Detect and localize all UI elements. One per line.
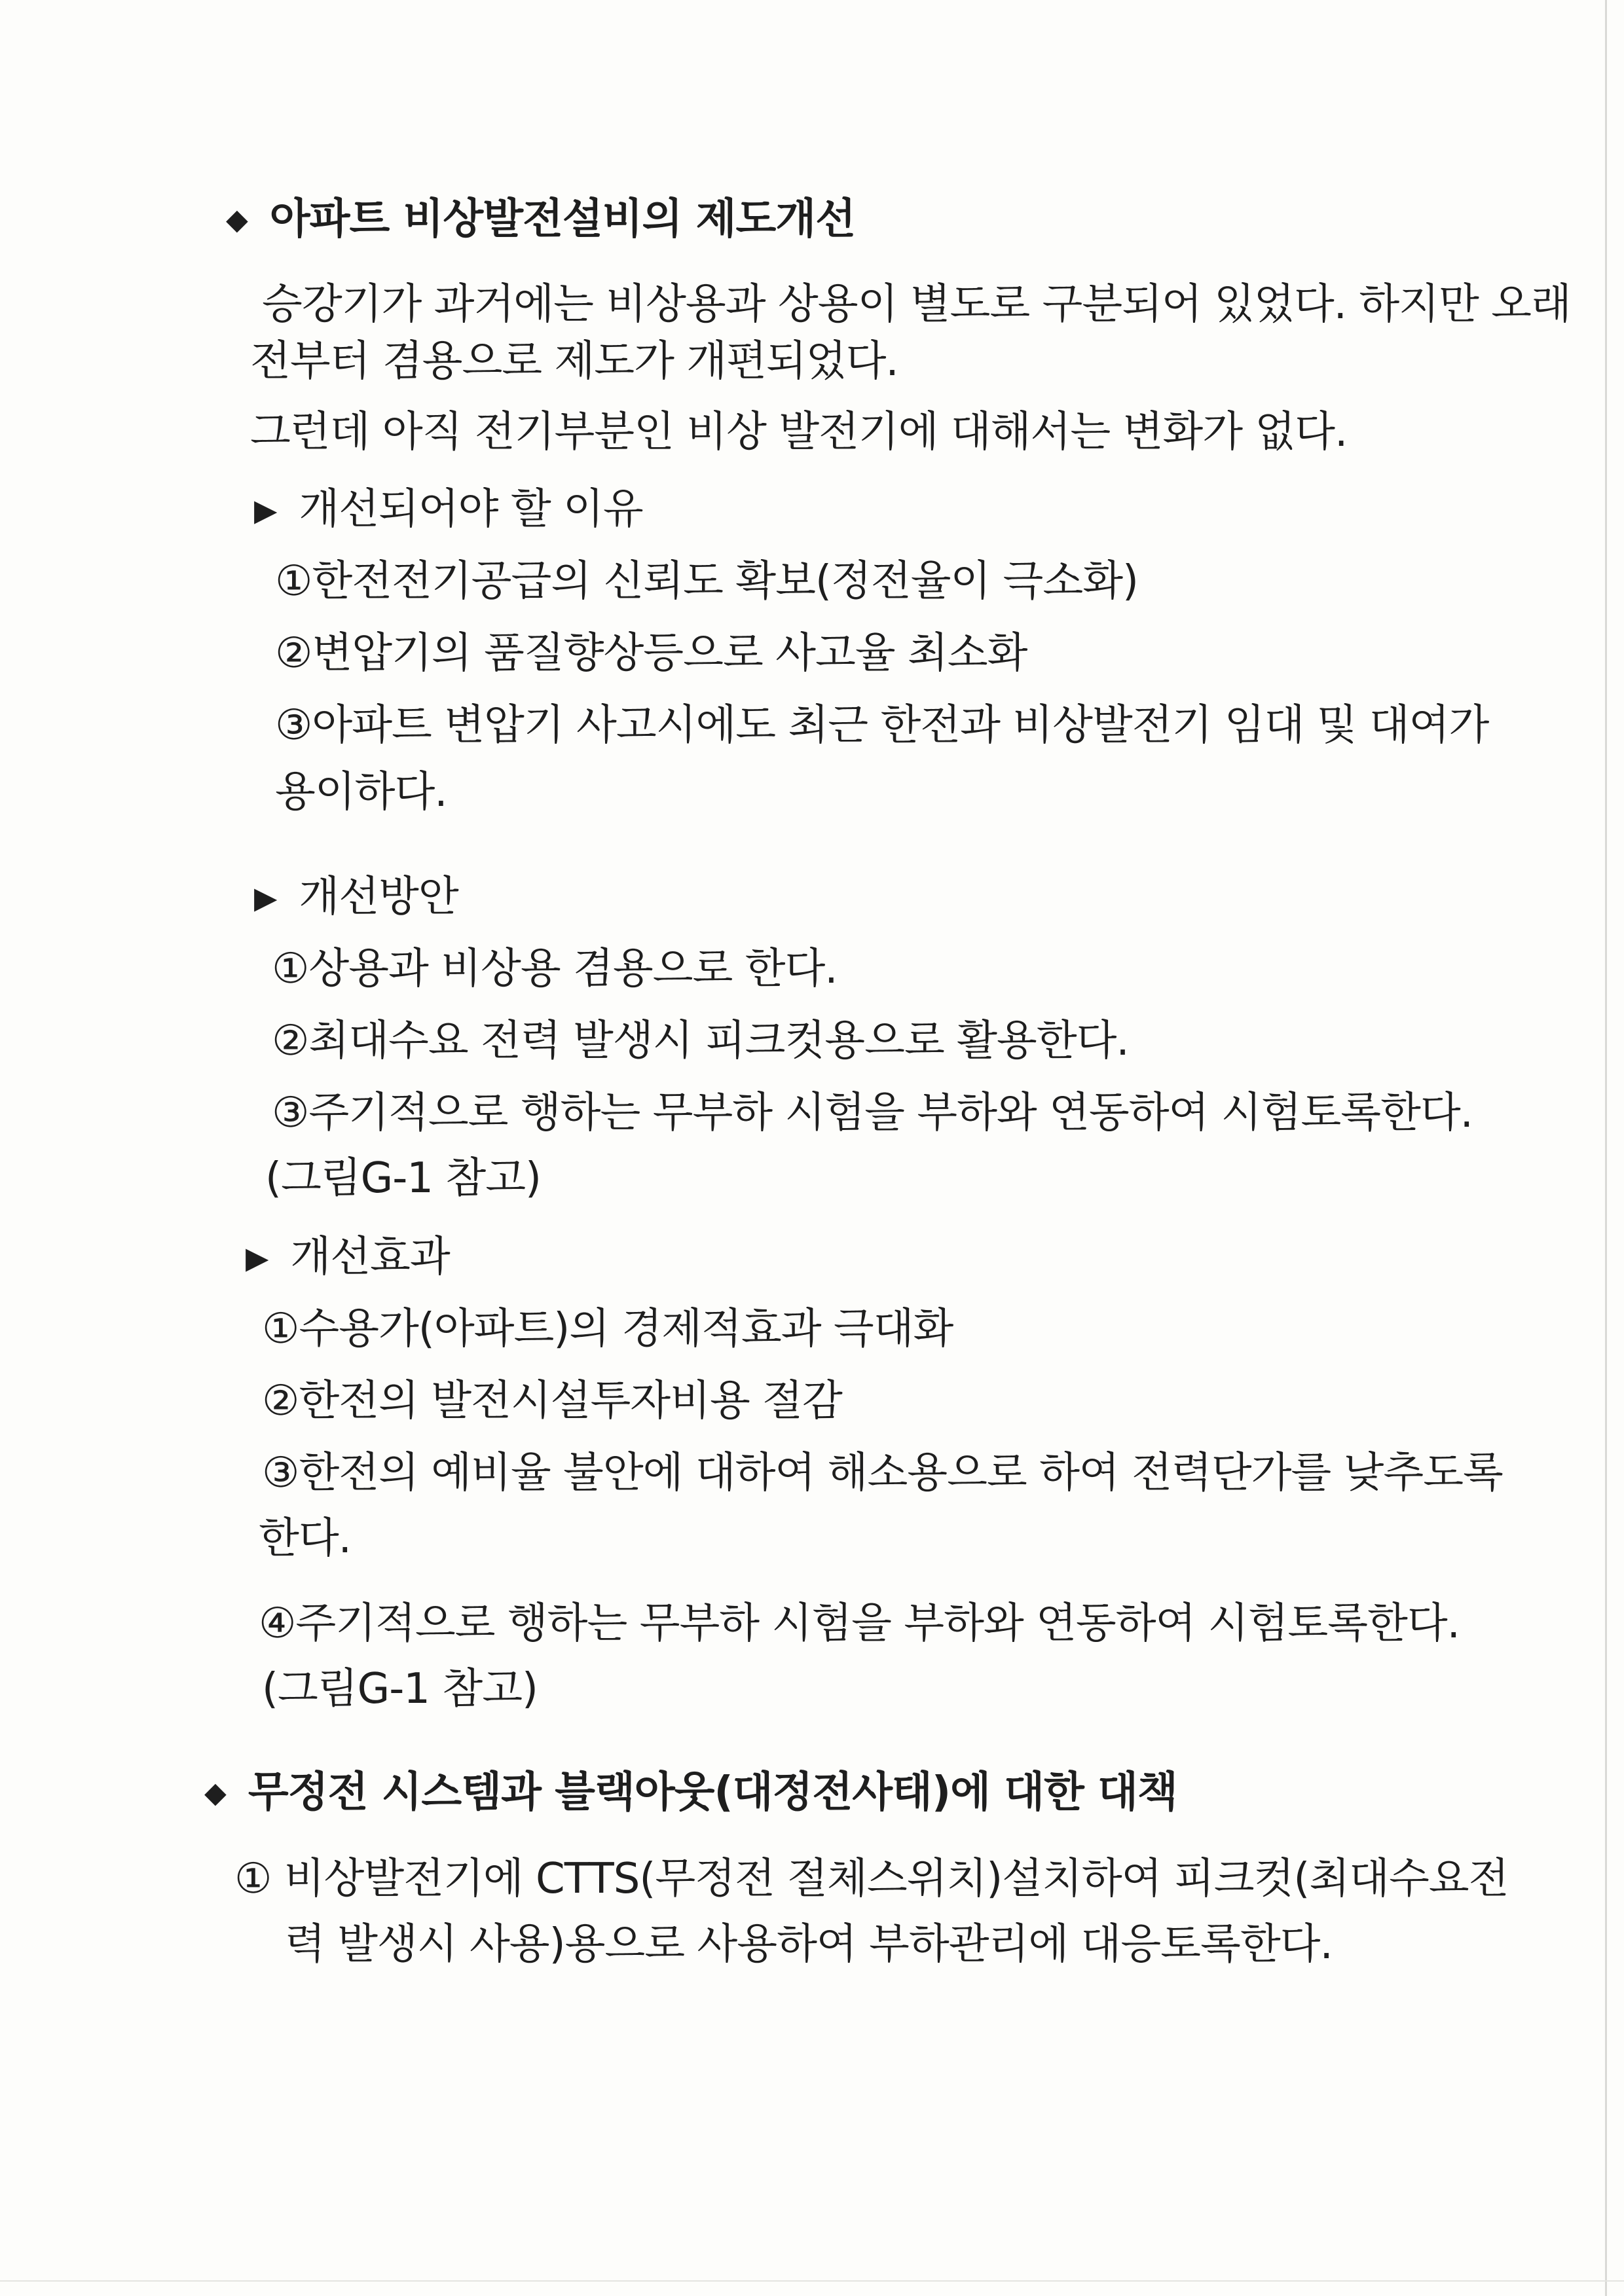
countermeasure-item-1-cont: 력 발생시 사용)용으로 사용하여 부하관리에 대응토록한다. [285,1920,1333,1969]
intro-line-1: 승강기가 과거에는 비상용과 상용이 별도로 구분되어 있었다. 하지만 오래 [262,280,1571,329]
diamond-bullet-icon: ◆ [226,203,248,236]
reason-item-3: ③아파트 변압기 사고시에도 최근 한전과 비상발전기 임대 및 대여가 [275,701,1489,750]
reason-item-1: ①한전전기공급의 신뢰도 확보(정전율이 극소화) [275,557,1138,606]
reason-item-3-cont: 용이하다. [275,768,447,816]
section2-title: 무정전 시스템과 블랙아웃(대정전사태)에 대한 대책 [248,1768,1177,1817]
triangle-right-icon: ▶ [254,880,277,915]
reason-item-2: ②변압기의 품질향상등으로 사고율 최소화 [275,629,1027,678]
effect-item-1: ①수용가(아파트)의 경제적효과 극대화 [262,1305,953,1353]
intro-line-2: 전부터 겸용으로 제도가 개편되었다. [250,337,898,386]
triangle-right-icon: ▶ [246,1240,268,1275]
plan-item-3-ref: (그림G-1 참고) [265,1154,541,1203]
effect-item-4: ④주기적으로 행하는 무부하 시험을 부하와 연동하여 시험토록한다. [259,1599,1460,1648]
effect-item-4-ref: (그림G-1 참고) [262,1665,538,1713]
subsection-effects-heading [246,1231,450,1284]
effect-item-3-cont: 한다. [259,1514,351,1563]
subsection-reasons-title: 개선되어야 할 이유 [299,485,643,534]
countermeasure-item-1: ① 비상발전기에 CTTS(무정전 절체스위치)설치하여 피크컷(최대수요전 [234,1855,1509,1903]
page-edge-shadow [1605,0,1607,2296]
section1-heading [226,193,855,246]
effect-item-3: ③한전의 예비율 불안에 대하여 해소용으로 하여 전력단가를 낮추도록 [262,1449,1503,1497]
subsection-effects-title: 개선효과 [290,1233,450,1281]
subsection-reasons-heading [254,483,643,536]
triangle-right-icon: ▶ [254,492,277,528]
effect-item-2: ②한전의 발전시설투자비용 절감 [262,1377,842,1425]
intro-line-3: 그런데 아직 전기부분인 비상 발전기에 대해서는 변화가 없다. [250,408,1348,456]
subsection-plan-title: 개선방안 [299,873,458,921]
section1-title: 아파트 비상발전설비의 제도개선 [269,195,855,244]
section2-heading [204,1766,1177,1819]
plan-item-1: ①상용과 비상용 겸용으로 한다. [272,945,838,993]
diamond-bullet-icon: ◆ [204,1776,226,1810]
subsection-plan-heading [254,871,458,924]
plan-item-3: ③주기적으로 행하는 무부하 시험을 부하와 연동하여 시험토록한다. [272,1089,1473,1137]
plan-item-2: ②최대수요 전력 발생시 피크컷용으로 활용한다. [272,1017,1129,1065]
page-bottom-edge [0,2280,1624,2282]
